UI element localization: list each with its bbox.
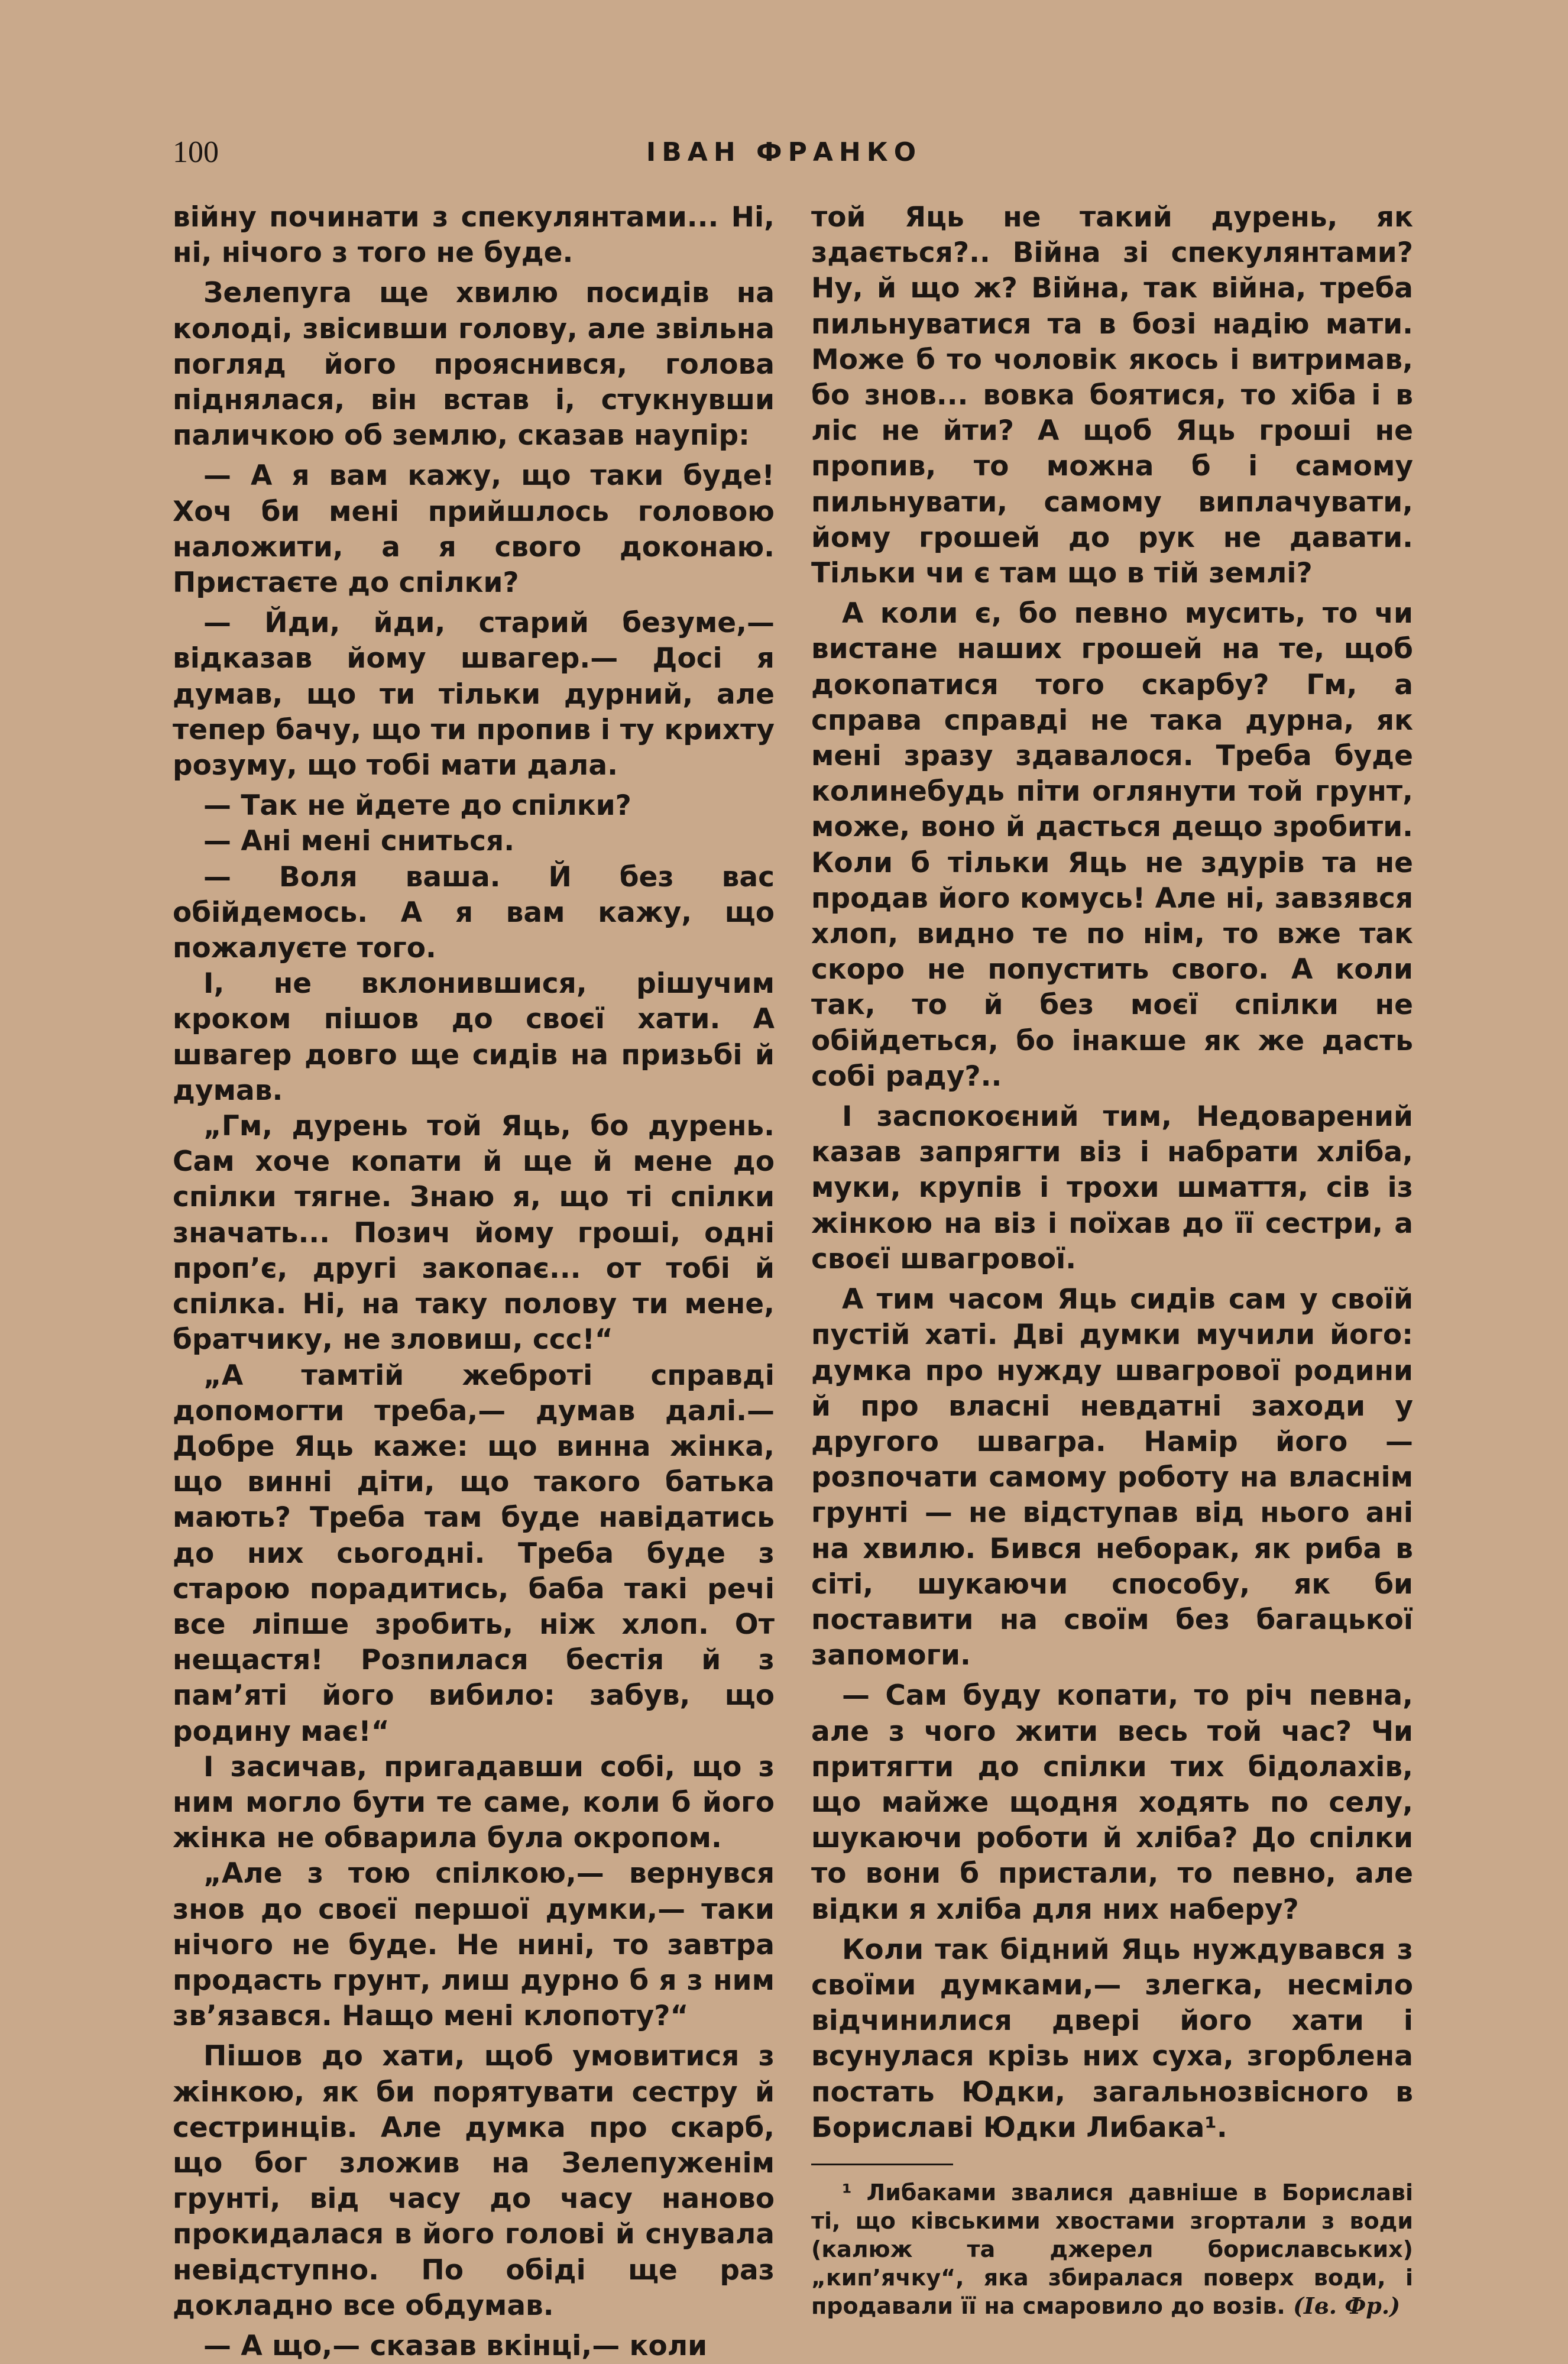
paragraph: „А тамтій жеброті справді допомогти треба,— думав далі.— Добре Яць каже: що винна жінка, що винні діти, що такого батька мають? Треба там буде навідатись до них сьогодні. Треба буде з старою порадитись, баба такі речі все ліпше зробить, ніж хлоп. От нещастя! Розпилася бестія й з пам’яті його вибило: забув, що родину має!“ [173,1359,775,1748]
paragraph: А коли є, бо певно мусить, то чи вистане наших грошей на те, щоб докопатися того скарбу? Гм, а справа справді не така дурна, як мені зразу здавалося. Треба буде колинебудь піти оглянути той грунт, може, воно й дасться дещо зробити. Коли б тільки Яць не здурів та не продав його комусь! Але ні, завзявся хлоп, видно те по нім, то вже так скоро не попустить свого. А коли так, то й без моєї спілки не обійдеться, бо інакше як же дасть собі раду?.. [811,597,1413,1093]
paragraph: — Воля ваша. Й без вас обійдемось. А я вам кажу, що пожалуєте того. [173,860,775,965]
footnote-divider [811,2164,953,2165]
paragraph: І засичав, пригадавши собі, що з ним могло бути те саме, коли б його жінка не обварила була окропом. [173,1750,775,1855]
paragraph: — Так не йдете до спілки? [203,789,631,822]
paragraph: „Але з тою спілкою,— вернувся знов до своєї першої думки,— таки нічого не буде. Не нині, то завтра продасть грунт, лиш дурно б я з ним зв’язався. Нащо мені клопоту?“ [173,1857,775,2033]
paragraph: Коли так бідний Яць нуждувався з своїми думками,— злегка, несміло відчинилися двері його хати і всунулася крізь них суха, згорблена постать Юдки, загальнозвісного в Бориславі Юдки Либака¹. [811,1933,1413,2144]
paragraph: „Гм, дурень той Яць, бо дурень. Сам хоче копати й ще й мене до спілки тягне. Знаю я, що ті спілки значать... Позич йому гроші, одні проп’є, другі закопає... от тобі й спілка. Ні, на таку полову ти мене, братчику, не зловиш, ссс!“ [173,1110,775,1356]
paragraph: той Яць не такий дурень, як здається?.. Війна зі спекулянтами? Ну, й що ж? Війна, так війна, треба пильнуватися та в бозі надію мати. Може б то чоловік якось і витримав, бо знов... вовка боятися, то хіба і в ліс не йти? А щоб Яць гроші не пропив, то можна б і самому пильнувати, самому виплачувати, йому грошей до рук не давати. Тільки чи є там що в тій землі? [811,201,1413,590]
footnote-attribution: (Ів. Фр.) [1293,2292,1401,2319]
paragraph: — Ані мені сниться. [203,825,515,858]
paragraph: А тим часом Яць сидів сам у своїй пустій хаті. Дві думки мучили його: думка про нужду швагрової родини й про власні невдатні заходи у другого швагра. Намір його — розпочати самому роботу на власнім грунті — не відступав від нього ані на хвилю. Бився неборак, як риба в сіті, шукаючи способу, як би поставити на своїм без багацької запомоги. [811,1283,1413,1672]
paragraph: — А я вам кажу, що таки буде! Хоч би мені прийшлось головою наложити, а я свого доконаю. Пристаєте до спілки? [173,459,775,600]
paragraph: — Йди, йди, старий безуме,— відказав йому швагер.— Досі я думав, що ти тільки дурний, але тепер бачу, що ти пропив і ту крихту розуму, що тобі мати дала. [173,607,775,782]
paragraph: Пішов до хати, щоб умовитися з жінкою, як би порятувати сестру й сестринців. Але думка про скарб, що бог зложив на Зелепуженім грунті, від часу до часу наново прокидалася в його голові й снувала невідступно. По обіді ще раз докладно все обдумав. [173,2040,775,2322]
right-column [811,200,1413,2320]
footnote-text: ¹ Либаками звалися давніше в Бориславі ті, що ківськими хвостами згортали з води (калюж та джерел бориславських) „кип’ячку“, яка збиралася поверх води, і продавали її на смаровило до возів. [811,2179,1413,2319]
footnote [811,2178,1413,2320]
paragraph: І заспокоєний тим, Недоварений казав запрягти віз і набрати хліба, муки, крупів і трохи шмаття, сів із жінкою на віз і поїхав до її сестри, а своєї швагрової. [811,1100,1413,1275]
paragraph: — Сам буду копати, то річ певна, але з чого жити весь той час? Чи притягти до спілки тих бідолахів, що майже щодня ходять по селу, шукаючи роботи й хліба? До спілки то вони б пристали, то певно, але відки я хліба для них наберу? [811,1679,1413,1926]
paragraph: Зелепуга ще хвилю посидів на колоді, звісивши голову, але звільна погляд його прояснився, голова піднялася, він встав і, стукнувши паличкою об землю, сказав наупір: [173,277,775,452]
paragraph: — А що,— сказав вкінці,— коли [203,2329,708,2362]
left-column [173,200,775,2364]
paragraph: війну починати з спекулянтами... Ні, ні, нічого з того не буде. [173,201,775,270]
page-number: 100 [173,135,219,169]
paragraph: І, не вклонившися, рішучим кроком пішов до своєї хати. А швагер довго ще сидів на призьбі й думав. [173,967,775,1107]
page-header [173,135,1395,182]
running-title: ІВАН ФРАНКО [646,137,922,167]
